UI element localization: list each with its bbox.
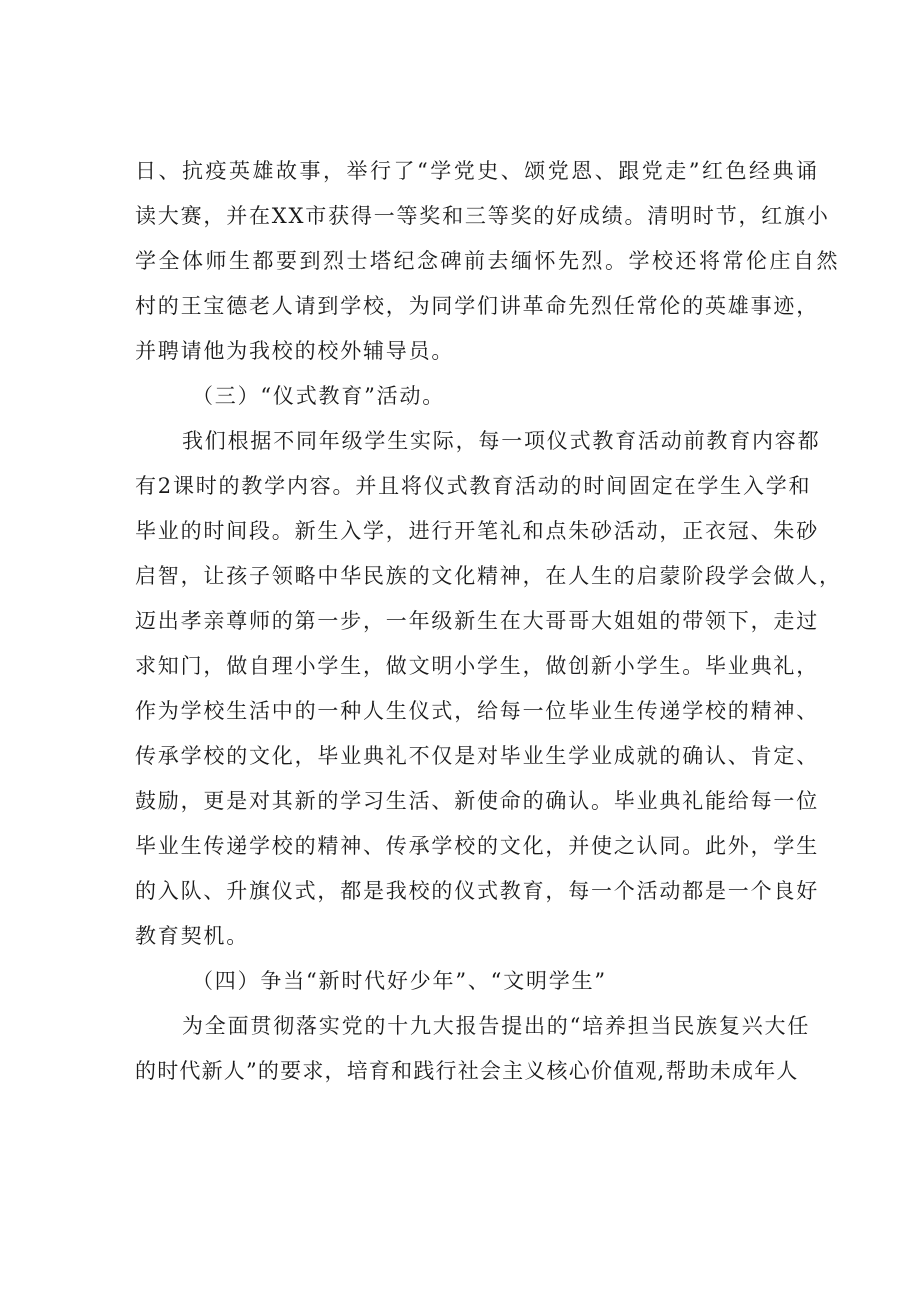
paragraph-2-line-4: 启智，让孩子领略中华民族的文化精神，在人生的启蒙阶段学会做人， <box>135 564 842 588</box>
paragraph-2-line-2: 有2课时的教学内容。并且将仪式教育活动的时间固定在学生入学和 <box>135 474 812 498</box>
paragraph-2-line-8: 传承学校的文化，毕业典礼不仅是对毕业生学业成就的确认、肯定、 <box>135 744 819 768</box>
paragraph-3-line-1: 为全面贯彻落实党的十九大报告提出的“培养担当民族复兴大任 <box>182 1014 811 1038</box>
paragraph-1-line-1: 日、抗疫英雄故事，举行了“学党史、颂党恩、跟党走”红色经典诵 <box>135 159 820 183</box>
paragraph-2-line-1: 我们根据不同年级学生实际，每一项仪式教育活动前教育内容都 <box>182 429 821 453</box>
paragraph-2-line-12: 教育契机。 <box>135 924 249 948</box>
section-heading-4: （四）争当“新时代好少年”、“文明学生” <box>192 969 607 993</box>
paragraph-2-line-7: 作为学校生活中的一种人生仪式，给每一位毕业生传递学校的精神、 <box>135 699 819 723</box>
paragraph-1-line-2: 读大赛，并在XX市获得一等奖和三等奖的好成绩。清明时节，红旗小 <box>135 204 830 228</box>
section-heading-3: （三）“仪式教育”活动。 <box>192 384 446 408</box>
paragraph-3-line-2: 的时代新人”的要求，培育和践行社会主义核心价值观,帮助未成年人 <box>135 1059 799 1083</box>
paragraph-1-line-4: 村的王宝德老人请到学校，为同学们讲革命先烈任常伦的英雄事迹， <box>135 294 819 318</box>
paragraph-2-line-10: 毕业生传递学校的精神、传承学校的文化，并使之认同。此外，学生 <box>135 834 819 858</box>
paragraph-2-line-6: 求知门，做自理小学生，做文明小学生，做创新小学生。毕业典礼， <box>135 654 819 678</box>
paragraph-1-line-3: 学全体师生都要到烈士塔纪念碑前去缅怀先烈。学校还将常伦庄自然 <box>135 249 840 273</box>
paragraph-2-line-3: 毕业的时间段。新生入学，进行开笔礼和点朱砂活动，正衣冠、朱砂 <box>135 519 819 543</box>
paragraph-1-line-5: 并聘请他为我校的校外辅导员。 <box>135 339 455 363</box>
paragraph-2-line-11: 的入队、升旗仪式，都是我校的仪式教育，每一个活动都是一个良好 <box>135 879 819 903</box>
paragraph-2-line-5: 迈出孝亲尊师的第一步，一年级新生在大哥哥大姐姐的带领下，走过 <box>135 609 819 633</box>
paragraph-2-line-9: 鼓励，更是对其新的学习生活、新使命的确认。毕业典礼能给每一位 <box>135 789 819 813</box>
